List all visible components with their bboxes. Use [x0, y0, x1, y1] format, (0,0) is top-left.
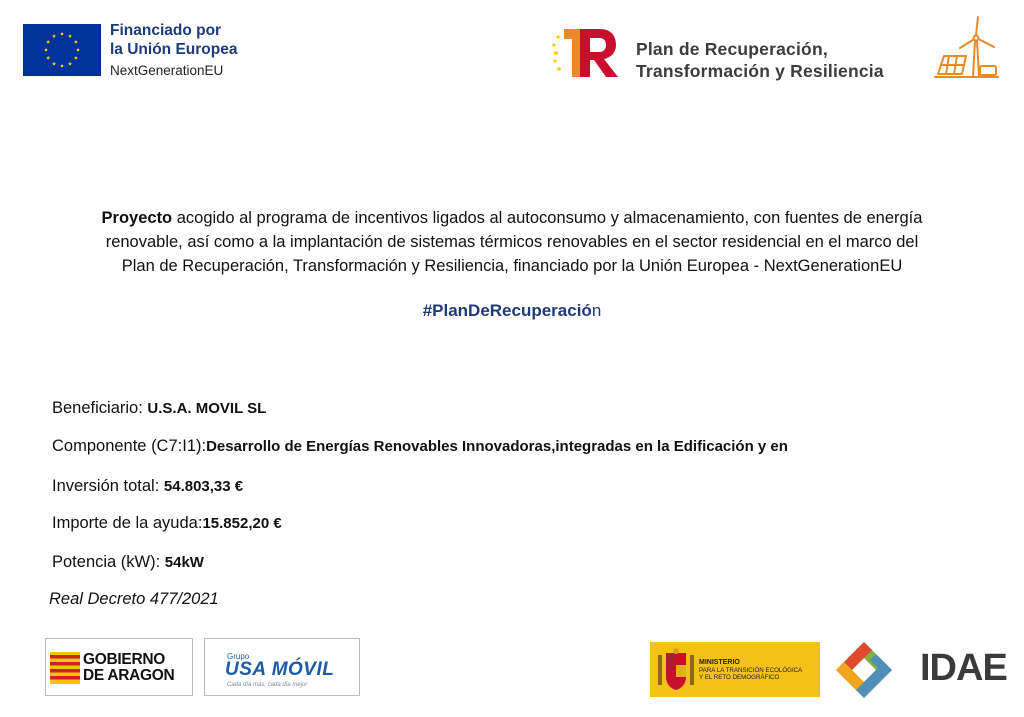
usa-grupo-label: Grupo: [227, 652, 250, 661]
field-value: 54.803,33 €: [163, 478, 244, 495]
intro-line-3: Plan de Recuperación, Transformación y Resiliencia, financiado por la Unión Europea - NextGenerationEU: [121, 257, 903, 275]
ministerio-line-2: PARA LA TRANSICIÓN ECOLÓGICA: [699, 666, 803, 674]
eu-line-3: NextGenerationEU: [110, 63, 224, 78]
prtr-line-2: Transformación y Resiliencia: [636, 61, 884, 81]
idae-wordmark: IDAE: [920, 647, 1007, 689]
eu-line-1: Financiado por: [110, 22, 222, 39]
field-potencia: [52, 553, 204, 572]
idae-mark-icon: [834, 640, 914, 700]
gobierno-line-1: GOBIERNO: [83, 651, 165, 668]
usa-movil-logo: [204, 638, 360, 696]
field-inversion-total: [52, 477, 243, 496]
field-beneficiario: [52, 399, 266, 418]
ministerio-logo: [650, 642, 820, 697]
ministerio-line-1: MINISTERIO: [699, 659, 740, 666]
eu-funding-text: [110, 21, 237, 80]
eu-line-2: la Unión Europea: [110, 41, 238, 58]
hashtag-main: #PlanDeRecuperació: [422, 301, 592, 320]
gobierno-aragon-logo: [45, 638, 193, 696]
hashtag-tail: n: [591, 301, 602, 320]
field-value: U.S.A. MOVIL SL: [147, 400, 267, 417]
hashtag: [0, 301, 1024, 321]
intro-bold: Proyecto: [101, 209, 173, 227]
field-label: Componente (C7:I1):: [52, 437, 207, 455]
field-importe-ayuda: [52, 514, 282, 533]
field-componente: [52, 437, 788, 456]
field-value: 15.852,20 €: [202, 515, 282, 532]
spain-coat-of-arms-icon: [656, 647, 696, 693]
field-label: Inversión total:: [52, 477, 164, 495]
field-value: 54kW: [164, 554, 204, 571]
ministerio-text: [699, 659, 802, 682]
intro-line-2: renovable, así como a la implantación de sistemas térmicos renovables en el sector residencial en el marco del: [105, 233, 919, 251]
prtr-title: [636, 38, 884, 82]
wind-turbine-solar-battery-icon: [932, 14, 1002, 84]
field-value: Desarrollo de Energías Renovables Innovadoras,integradas en la Edificación y en: [206, 438, 788, 455]
prtr-logo-icon: [550, 23, 620, 83]
field-label: Potencia (kW):: [52, 553, 165, 571]
intro-line-1: [40, 206, 984, 230]
ministerio-line-3: Y EL RETO DEMOGRÁFICO: [699, 674, 780, 681]
field-label: Beneficiario:: [52, 399, 148, 417]
field-label: Importe de la ayuda:: [52, 514, 203, 532]
usa-movil-name: USA MÓVIL: [225, 659, 335, 680]
prtr-line-1: Plan de Recuperación,: [636, 39, 828, 59]
gobierno-line-2: DE ARAGON: [83, 667, 175, 684]
intro-line-1-text: acogido al programa de incentivos ligados al autoconsumo y almacenamiento, con fuentes de energía: [172, 209, 923, 227]
project-description: [40, 206, 984, 278]
eu-flag-icon: [23, 24, 101, 76]
usa-movil-tagline: Cada día más, cada día mejor: [227, 682, 308, 688]
decree-reference: Real Decreto 477/2021: [49, 590, 219, 608]
gobierno-aragon-text: [83, 652, 174, 684]
aragon-flag-icon: [50, 652, 80, 684]
